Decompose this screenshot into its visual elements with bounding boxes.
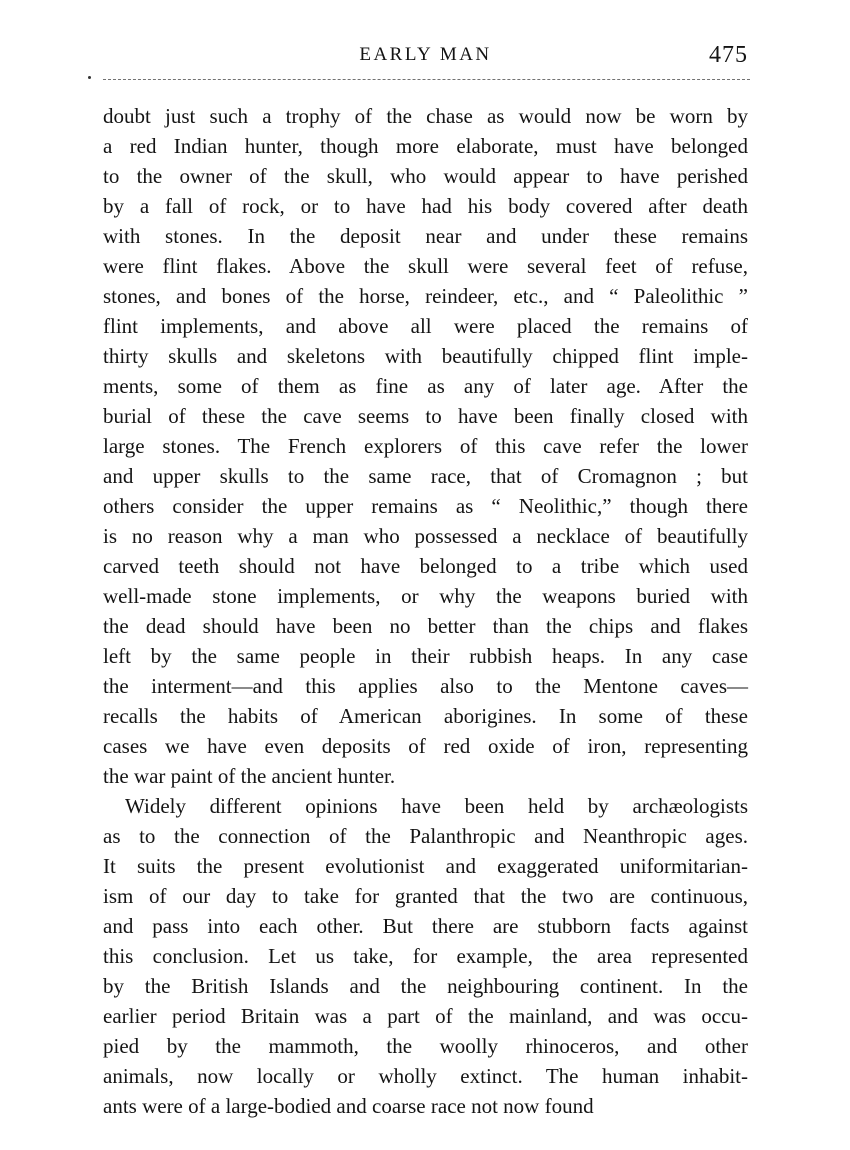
text-line: left by the same people in their rubbish heaps. In any case xyxy=(103,644,748,668)
text-line: were flint flakes. Above the skull were several feet of refuse, xyxy=(103,254,748,278)
text-line: Widely different opinions have been held by archæologists xyxy=(125,794,748,818)
text-line: carved teeth should not have belonged to a tribe which used xyxy=(103,554,748,578)
running-head xyxy=(103,42,748,72)
text-line: well-made stone implements, or why the weapons buried with xyxy=(103,584,748,608)
text-line: earlier period Britain was a part of the mainland, and was occu- xyxy=(103,1004,748,1028)
text-line: with stones. In the deposit near and under these remains xyxy=(103,224,748,248)
text-line: pied by the mammoth, the woolly rhinoceros, and other xyxy=(103,1034,748,1058)
text-line: and pass into each other. But there are stubborn facts against xyxy=(103,914,748,938)
text-line: stones, and bones of the horse, reindeer, etc., and “ Paleolithic ” xyxy=(103,284,748,308)
print-speck xyxy=(88,76,91,79)
text-line: ism of our day to take for granted that the two are continuous, xyxy=(103,884,748,908)
header-rule xyxy=(103,79,750,80)
text-line: the interment—and this applies also to the Mentone caves— xyxy=(103,674,748,698)
text-line: cases we have even deposits of red oxide of iron, representing xyxy=(103,734,748,758)
text-line: is no reason why a man who possessed a necklace of beautifully xyxy=(103,524,748,548)
text-line: It suits the present evolutionist and exaggerated uniformitarian- xyxy=(103,854,748,878)
text-line: thirty skulls and skeletons with beautifully chipped flint imple- xyxy=(103,344,748,368)
text-line: others consider the upper remains as “ Neolithic,” though there xyxy=(103,494,748,518)
text-line: and upper skulls to the same race, that of Cromagnon ; but xyxy=(103,464,748,488)
text-line: burial of these the cave seems to have been finally closed with xyxy=(103,404,748,428)
text-line: the war paint of the ancient hunter. xyxy=(103,764,396,788)
text-line: ants were of a large-bodied and coarse race not now found xyxy=(103,1094,594,1118)
body-text xyxy=(103,101,748,1121)
text-line: large stones. The French explorers of this cave refer the lower xyxy=(103,434,748,458)
text-line: flint implements, and above all were placed the remains of xyxy=(103,314,748,338)
text-line: by a fall of rock, or to have had his body covered after death xyxy=(103,194,748,218)
text-line: this conclusion. Let us take, for example, the area represented xyxy=(103,944,748,968)
running-title: EARLY MAN xyxy=(359,44,492,65)
text-line: recalls the habits of American aborigines. In some of these xyxy=(103,704,748,728)
text-line: to the owner of the skull, who would appear to have perished xyxy=(103,164,748,188)
text-line: as to the connection of the Palanthropic and Neanthropic ages. xyxy=(103,824,748,848)
text-line: doubt just such a trophy of the chase as would now be worn by xyxy=(103,104,748,128)
text-line: animals, now locally or wholly extinct. The human inhabit- xyxy=(103,1064,748,1088)
paragraph xyxy=(103,791,748,1121)
text-line: ments, some of them as fine as any of later age. After the xyxy=(103,374,748,398)
page-number: 475 xyxy=(709,42,748,68)
text-line: the dead should have been no better than the chips and flakes xyxy=(103,614,748,638)
paragraph xyxy=(103,101,748,791)
text-line: by the British Islands and the neighbouring continent. In the xyxy=(103,974,748,998)
text-line: a red Indian hunter, though more elaborate, must have belonged xyxy=(103,134,748,158)
